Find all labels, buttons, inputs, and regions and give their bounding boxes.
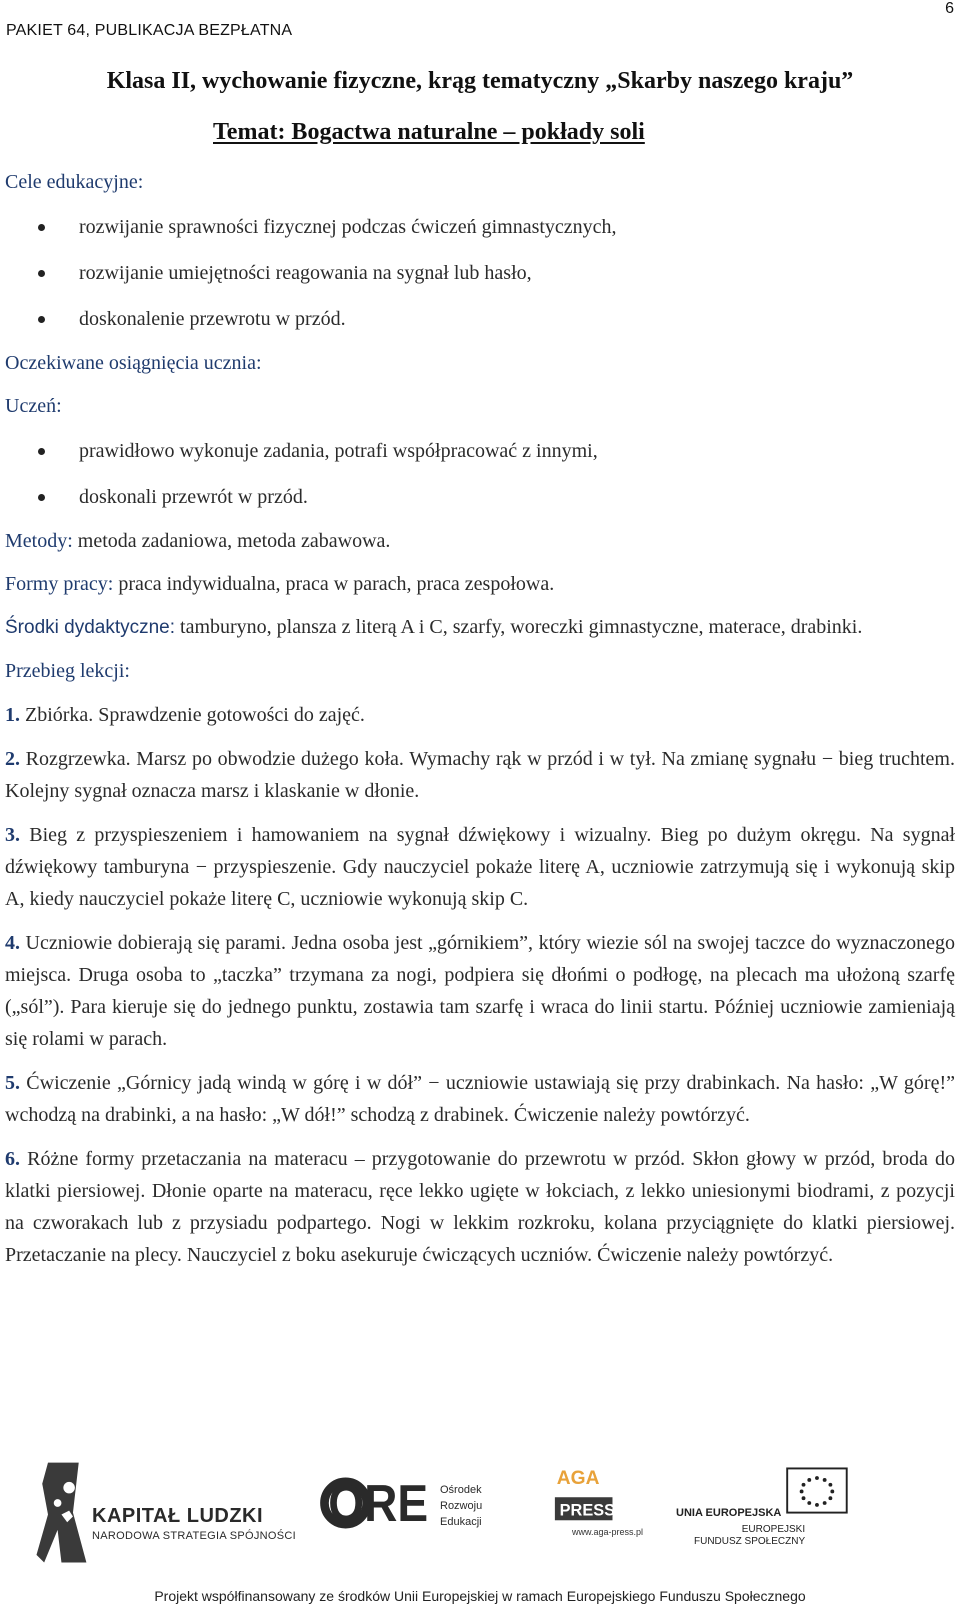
ore-logo-icon	[324, 1474, 428, 1532]
step-number: 4.	[5, 932, 20, 954]
lesson-step	[5, 819, 955, 915]
goals-list	[5, 211, 955, 336]
aids-text: tamburyno, plansza z literą A i C, szarfy, woreczki gimnastyczne, materace, drabinki.	[175, 616, 863, 638]
list-item: prawidłowo wykonuje zadania, potrafi współpracować z innymi,	[5, 435, 955, 468]
aga-press-text: PRESS	[559, 1501, 615, 1520]
page-number: 6	[945, 0, 954, 17]
ore-line-1: Ośrodek	[440, 1484, 482, 1496]
eu-title: UNIA EUROPEJSKA	[676, 1507, 782, 1519]
methods-line	[5, 525, 955, 557]
student-label: Uczeń:	[5, 395, 62, 417]
aids-label: Środki dydaktyczne:	[5, 617, 176, 638]
lesson-step	[5, 1143, 955, 1271]
aga-press-url: www.aga-press.pl	[572, 1527, 644, 1537]
eu-fund-line-2: FUNDUSZ SPOŁECZNY	[694, 1536, 806, 1547]
document-body	[5, 166, 955, 1271]
eu-fund	[694, 1524, 805, 1548]
goals-label: Cele edukacyjne:	[5, 171, 144, 193]
eu-fund-line-1: EUROPEJSKI	[741, 1524, 806, 1535]
step-text: Uczniowie dobierają się parami. Jedna osoba jest „górnikiem”, który wiezie sól na swojej taczce do wyznaczonego miejsca. Druga osoba to „taczka” trzymana za nogi, podpiera się dłońmi o podłogę, na plecach ma ułożoną szarfę („sól”). Para kieruje się do jednego punktu, zostawia tam szarfę i wraca do linii startu. Później uczniowie zamieniają się rolami w parach.	[5, 932, 955, 1050]
ore-logo-text: ORE	[328, 1474, 429, 1533]
aga-logo-text: AGA	[556, 1467, 600, 1489]
step-number: 1.	[5, 704, 20, 726]
kapital-ludzki-logo-icon	[36, 1463, 86, 1563]
lesson-step	[5, 699, 955, 731]
list-item: rozwijanie sprawności fizycznej podczas ćwiczeń gimnastycznych,	[5, 211, 955, 244]
lesson-label: Przebieg lekcji:	[5, 660, 130, 682]
aids-line	[5, 611, 955, 644]
step-number: 2.	[5, 748, 20, 770]
step-text: Ćwiczenie „Górnicy jadą windą w górę i w dół” − uczniowie ustawiają się przy drabinkach. Na hasło: „W górę!” wchodzą na drabinki, a na hasło: „W dół!” schodzą z drabinek. Ćwiczenie należy powtórzyć.	[5, 1072, 955, 1126]
methods-text: metoda zadaniowa, metoda zabawowa.	[72, 530, 391, 552]
list-item: doskonalenie przewrotu w przód.	[5, 303, 955, 336]
methods-label: Metody:	[5, 530, 73, 552]
lesson-step	[5, 927, 955, 1055]
footer-caption: Projekt współfinansowany ze środków Unii Europejskiej w ramach Europejskiego Funduszu Społecznego	[154, 1588, 806, 1604]
forms-line	[5, 568, 955, 600]
lesson-step	[5, 743, 955, 807]
step-number: 6.	[5, 1148, 20, 1170]
step-text: Różne formy przetaczania na materacu – przygotowanie do przewrotu w przód. Skłon głowy w przód, broda do klatki piersiowej. Dłonie oparte na materacu, ręce lekko ugięte w łokciach, z lekko uniesionymi biodrami, z pozycji na czworakach lub z przysiadu podpartego. Nogi w lekkim rozkroku, kolana przyciągnięte do klatki piersiowej. Przetaczanie na plecy. Nauczyciel z boku asekuruje ćwiczących uczniów. Ćwiczenie należy powtórzyć.	[5, 1148, 955, 1266]
lesson-topic: Temat: Bogactwa naturalne – pokłady soli	[213, 119, 645, 145]
ore-line-3: Edukacji	[440, 1516, 482, 1528]
forms-text: praca indywidualna, praca w parach, praca zespołowa.	[113, 573, 555, 595]
lesson-step	[5, 1067, 955, 1131]
aga-press-logo-icon	[555, 1468, 615, 1520]
step-number: 5.	[5, 1072, 20, 1094]
list-item: doskonali przewrót w przód.	[5, 481, 955, 514]
kapital-ludzki-subtitle: NARODOWA STRATEGIA SPÓJNOŚCI	[92, 1530, 296, 1542]
ore-line-2: Rozwoju	[440, 1500, 483, 1512]
eu-flag-icon	[787, 1468, 847, 1512]
outcomes-list	[5, 435, 955, 514]
running-header: PAKIET 64, PUBLIKACJA BEZPŁATNA	[6, 22, 293, 39]
list-item: rozwijanie umiejętności reagowania na sygnał lub hasło,	[5, 257, 955, 290]
forms-label: Formy pracy:	[5, 573, 114, 595]
step-text: Bieg z przyspieszeniem i hamowaniem na sygnał dźwiękowy i wizualny. Bieg po dużym okręgu. Na sygnał dźwiękowy tamburyna − przyspieszenie. Gdy nauczyciel pokaże literę A, uczniowie zatrzymują się i wykonują skip A, kiedy nauczyciel pokaże literę C, uczniowie wykonują skip C.	[5, 824, 955, 910]
document-title: Klasa II, wychowanie fizyczne, krąg tematyczny „Skarby naszego kraju”	[106, 68, 854, 94]
kapital-ludzki-title: KAPITAŁ LUDZKI	[92, 1505, 264, 1527]
step-number: 3.	[5, 824, 20, 846]
step-text: Rozgrzewka. Marsz po obwodzie dużego koła. Wymachy rąk w przód i w tył. Na zmianę sygnału − bieg truchtem. Kolejny sygnał oznacza marsz i klaskanie w dłonie.	[5, 748, 955, 802]
outcomes-label: Oczekiwane osiągnięcia ucznia:	[5, 352, 262, 374]
step-text: Zbiórka. Sprawdzenie gotowości do zajęć.	[20, 704, 365, 726]
